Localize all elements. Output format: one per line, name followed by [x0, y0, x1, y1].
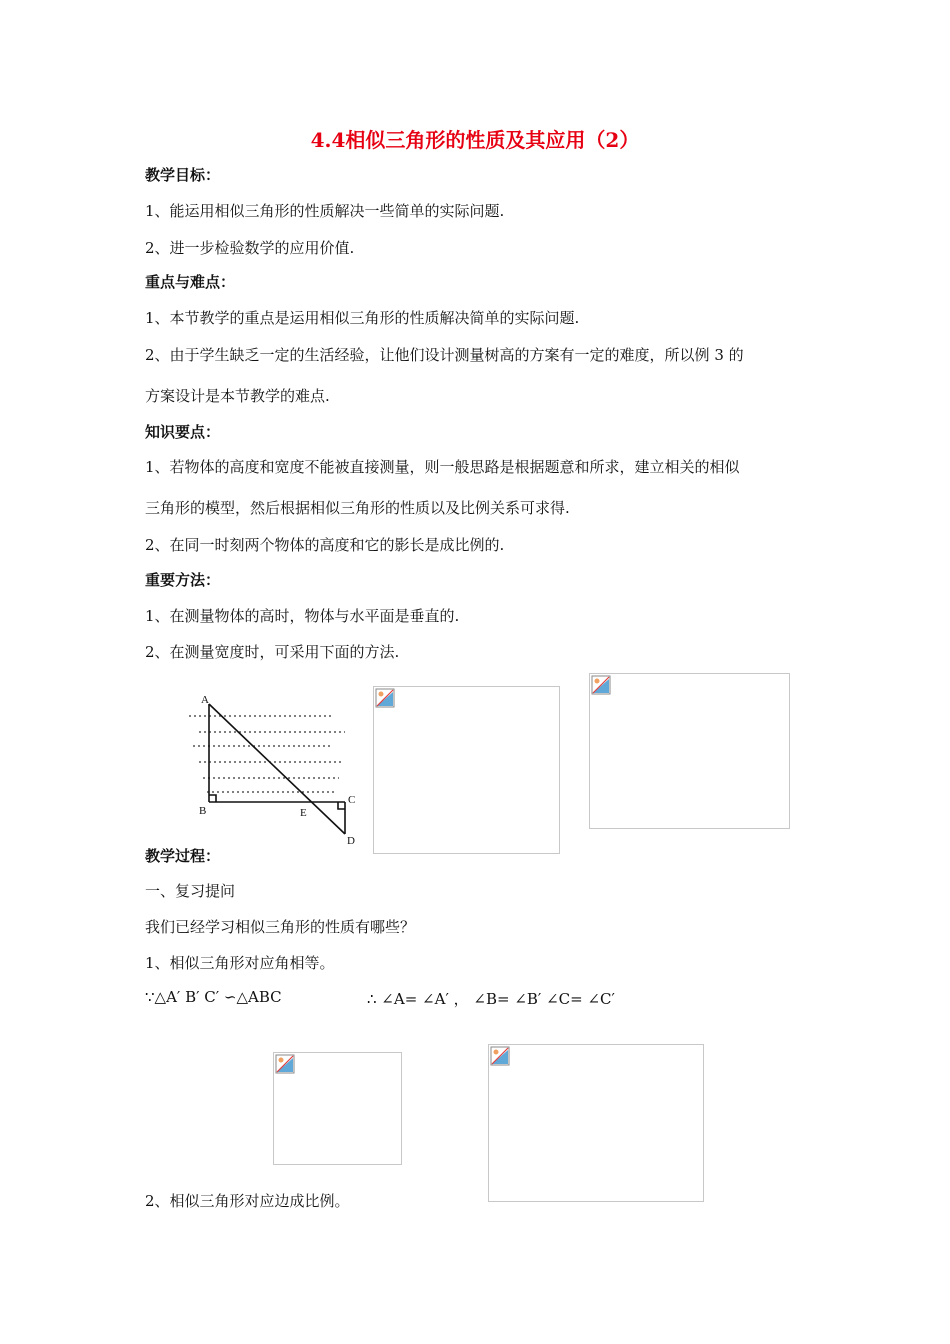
- label-c: C: [348, 794, 356, 806]
- page-title: 4.4相似三角形的性质及其应用（2）: [310, 128, 640, 152]
- section-heading-methods: 重要方法：: [145, 571, 221, 589]
- method-item-1: 1、在测量物体的高时，物体与水平面是垂直的.: [145, 607, 460, 625]
- knowledge-item-1-line-1: 1、若物体的高度和宽度不能被直接测量，则一般思路是根据题意和所求，建立相关的相似: [145, 458, 740, 476]
- section-heading-key-points: 重点与难点：: [145, 273, 236, 291]
- broken-image-icon: [591, 675, 611, 695]
- broken-image-icon: [275, 1054, 295, 1074]
- property-2: 2、相似三角形对应边成比例。: [145, 1192, 350, 1210]
- property-1: 1、相似三角形对应角相等。: [145, 954, 335, 972]
- section-heading-knowledge: 知识要点：: [145, 423, 221, 441]
- label-b: B: [199, 805, 207, 817]
- key-item-2-line-2: 方案设计是本节教学的难点.: [145, 387, 330, 405]
- label-a: A: [201, 694, 209, 706]
- key-item-1: 1、本节教学的重点是运用相似三角形的性质解决简单的实际问题.: [145, 309, 580, 327]
- formula-given: ∵△A′ B′ C′ ∽△ABC: [145, 988, 282, 1006]
- formula-conclusion: ∴ ∠A= ∠A′ ， ∠B= ∠B′ ∠C= ∠C′: [367, 990, 615, 1008]
- label-e: E: [300, 807, 307, 819]
- broken-image-icon: [375, 688, 395, 708]
- broken-image-icon: [490, 1046, 510, 1066]
- review-heading: 一、复习提问: [145, 882, 236, 900]
- image-placeholder-1: [373, 686, 560, 854]
- image-placeholder-2: [589, 673, 790, 829]
- method-item-2: 2、在测量宽度时，可采用下面的方法.: [145, 643, 400, 661]
- river-width-diagram: [185, 686, 360, 851]
- image-placeholder-4: [488, 1044, 704, 1202]
- river-dotted-lines: [189, 716, 345, 792]
- knowledge-item-1-line-2: 三角形的模型，然后根据相似三角形的性质以及比例关系可求得.: [145, 499, 570, 517]
- knowledge-item-2: 2、在同一时刻两个物体的高度和它的影长是成比例的.: [145, 536, 505, 554]
- right-angle-mark-b: [209, 795, 216, 802]
- section-heading-goals: 教学目标：: [145, 166, 221, 184]
- section-heading-process: 教学过程：: [145, 847, 221, 865]
- label-d: D: [347, 835, 355, 847]
- goal-item-1: 1、能运用相似三角形的性质解决一些简单的实际问题.: [145, 202, 505, 220]
- image-placeholder-3: [273, 1052, 402, 1165]
- segment-ad: [209, 704, 345, 834]
- key-item-2-line-1: 2、由于学生缺乏一定的生活经验，让他们设计测量树高的方案有一定的难度，所以例 3 的: [145, 346, 744, 364]
- right-angle-mark-c: [338, 802, 345, 809]
- review-question: 我们已经学习相似三角形的性质有哪些？: [145, 918, 416, 936]
- goal-item-2: 2、进一步检验数学的应用价值.: [145, 239, 355, 257]
